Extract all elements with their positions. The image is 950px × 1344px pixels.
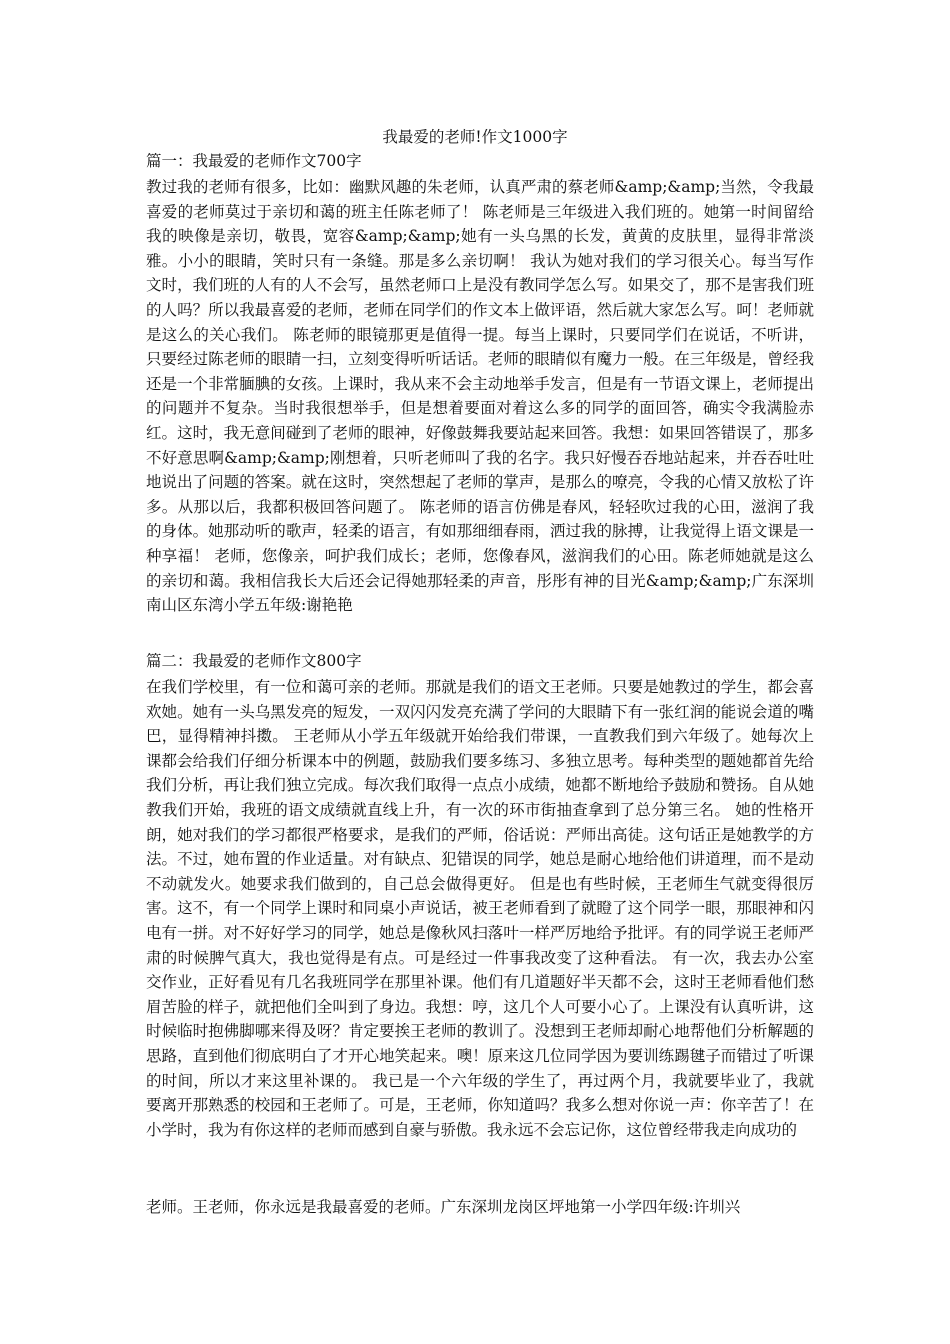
document-title: 我最爱的老师!作文1000字 [382, 128, 568, 146]
section-1-body: 教过我的老师有很多，比如：幽默风趣的朱老师，认真严肃的蔡老师&amp;&amp;当然，令我最喜爱的老师莫过于亲切和蔼的班主任陈老师了！ 陈老师是三年级进入我们班的。她第一时间留给我的映像是亲切，敬畏，宽容&amp;&amp;她有一头乌黑的长发，黄黄的皮肤里，显得非常淡雅。小小的眼睛，笑时只有一条缝。那是多么亲切啊！ 我认为她对我们的学习很关心。每当写作文时，我们班的人有的人不会写，虽然老师口上是没有教同学怎么写。如果交了，那不是害我们班的人吗？所以我最喜爱的老师，老师在同学们的作文本上做评语，然后就大家怎么写。呵！老师就是这么的关心我们。 陈老师的眼镜那更是值得一提。每当上课时，只要同学们在说话，不听讲，只要经过陈老师的眼睛一扫，立刻变得听听话话。老师的眼睛似有魔力一般。在三年级是，曾经我还是一个非常腼腆的女孩。上课时，我从来不会主动地举手发言，但是有一节语文课上，老师提出的问题并不复杂。当时我很想举手，但是想着要面对着这么多的同学的面回答，确实令我满脸赤红。这时，我无意间碰到了老师的眼神，好像鼓舞我要站起来回答。我想：如果回答错误了，那多不好意思啊&amp;&amp;刚想着，只听老师叫了我的名字。我只好慢吞吞地站起来，并吞吞吐吐地说出了问题的答案。就在这时，突然想起了老师的掌声，是那么的嘹亮，令我的心情又放松了许多。从那以后，我都积极回答问题了。 陈老师的语言仿佛是春风，轻轻吹过我的心田，滋润了我的身体。她那动听的歌声，轻柔的语言，有如那细细春雨，洒过我的脉搏，让我觉得上语文课是一种享福！ 老师，您像亲，呵护我们成长；老师，您像春风，滋润我们的心田。陈老师她就是这么的亲切和蔼。我相信我长大后还会记得她那轻柔的声音，彤彤有神的目光&amp;&amp;广东深圳南山区东湾小学五年级:谢艳艳 [146, 178, 814, 615]
section-2-closing-line: 老师。王老师，你永远是我最喜爱的老师。广东深圳龙岗区坪地第一小学四年级:许圳兴 [146, 1198, 741, 1216]
section-2-body: 在我们学校里，有一位和蔼可亲的老师。那就是我们的语文王老师。只要是她教过的学生，都会喜欢她。她有一头乌黑发亮的短发，一双闪闪发亮充满了学问的大眼睛下有一张红润的能说会道的嘴巴，显得精神抖擞。 王老师从小学五年级就开始给我们带课，一直教我们到六年级了。她每次上课都会给我们仔细分析课本中的例题，鼓励我们要多练习、多独立思考。每种类型的题她都首先给我们分析，再让我们独立完成。每次我们取得一点点小成绩，她都不断地给予鼓励和赞扬。自从她教我们开始，我班的语文成绩就直线上升，有一次的环市街抽查拿到了总分第三名。 她的性格开朗，她对我们的学习都很严格要求，是我们的严师，俗话说：严师出高徒。这句话正是她教学的方法。不过，她布置的作业适量。对有缺点、犯错误的同学，她总是耐心地给他们讲道理，而不是动不动就发火。她要求我们做到的，自己总会做得更好。 但是也有些时候，王老师生气就变得很厉害。这不，有一个同学上课时和同桌小声说话，被王老师看到了就瞪了这个同学一眼，那眼神和闪电有一拼。对不好好学习的同学，她总是像秋风扫落叶一样严厉地给予批评。有的同学说王老师严肃的时候脾气真大，我也觉得是有点。可是经过一件事我改变了这种看法。 有一次，我去办公室交作业，正好看见有几名我班同学在那里补课。他们有几道题好半天都不会，这时王老师看他们愁眉苦脸的样子，就把他们全叫到了身边。我想：哼，这几个人可要小心了。上课没有认真听讲，这时候临时抱佛脚哪来得及呀？肯定要挨王老师的教训了。没想到王老师却耐心地帮他们分析解题的思路，直到他们彻底明白了才开心地笑起来。噢！原来这几位同学因为要训练踢毽子而错过了听课的时间，所以才来这里补课的。 我已是一个六年级的学生了，再过两个月，我就要毕业了，我就要离开那熟悉的校园和王老师了。可是，王老师，你知道吗？我多么想对你说一声：你辛苦了！在小学时，我为有你这样的老师而感到自豪与骄傲。我永远不会忘记你，这位曾经带我走向成功的 [146, 678, 814, 1139]
section-2-heading: 篇二：我最爱的老师作文800字 [146, 652, 362, 670]
section-1-heading: 篇一：我最爱的老师作文700字 [146, 152, 362, 170]
